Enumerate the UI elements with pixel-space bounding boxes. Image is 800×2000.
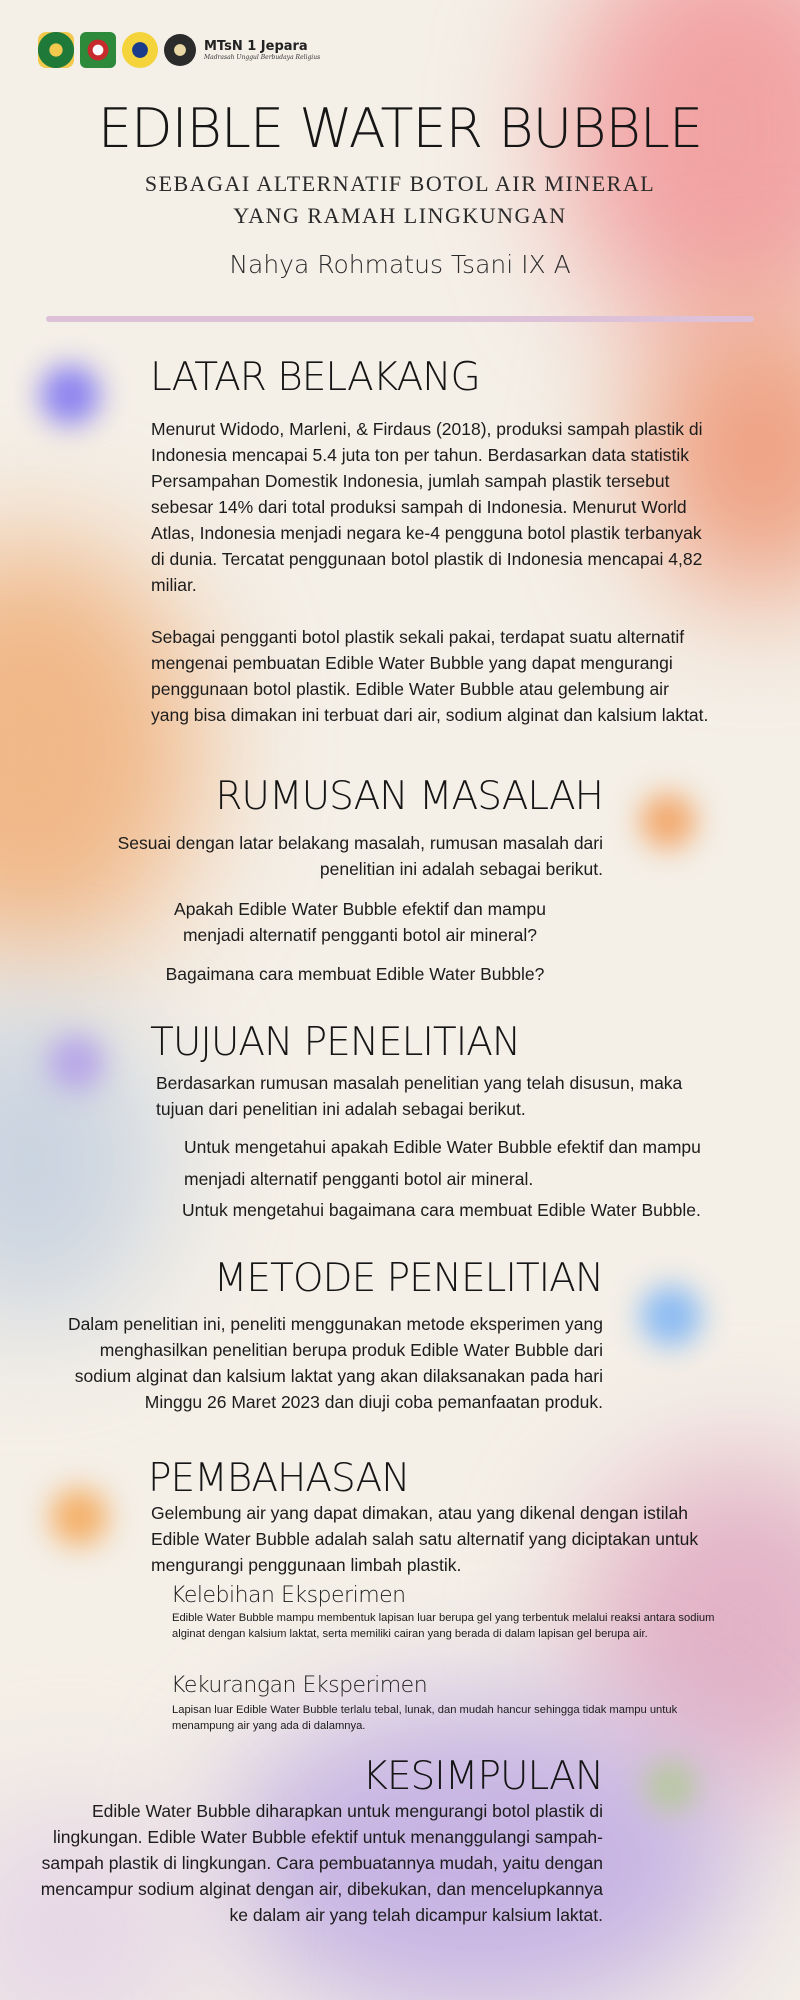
author-name: Nahya Rohmatus Tsani IX A [229,250,571,279]
poster-subtitle [100,168,700,232]
school-logo [164,34,196,66]
header-divider [46,316,754,322]
regency-logo [80,32,116,68]
poster-title: EDIBLE WATER BUBBLE [97,97,703,160]
kelebihan-text: Edible Water Bubble mampu membentuk lapisan luar berupa gel yang terbentuk melalui reaksi antara sodium alginat dengan kalsium laktat, serta memiliki cairan yang berada di dalam lapisan gel berupa air. [172,1612,715,1640]
kekurangan-heading: Kekurangan Eksperimen [171,1673,428,1698]
latar-belakang-paragraph1: Menurut Widodo, Marleni, & Firdaus (2018), produksi sampah plastik di Indonesia mencapai 5.4 juta ton per tahun. Berdasarkan data statistik Persampahan Domestik Indonesia, jumlah sampah plastik tersebut sebesar 14% dari total produksi sampah di Indonesia. Menurut World Atlas, Indonesia menjadi negara ke-4 pengguna botol plastik terbanyak di dunia. Tercatat penggunaan botol plastik di Indonesia mencapai 4,82 miliar. [151,419,703,595]
kesimpulan-text: Edible Water Bubble diharapkan untuk mengurangi botol plastik di lingkungan. Edible Water Bubble efektif untuk menanggulangi sampah-sampah plastik di lingkungan. Cara pembuatannya mudah, yaitu dengan mencampur sodium alginat dengan air, dibekukan, dan mencelupkannya ke dalam air yang telah dicampur kalsium laktat. [40,1801,603,1925]
latar-belakang-heading: LATAR BELAKANG [150,355,480,400]
school-name: MTsN 1 Jepara [204,39,308,54]
header-logos [38,32,320,68]
latar-belakang-paragraph2: Sebagai pengganti botol plastik sekali pakai, terdapat suatu alternatif mengenai pembuatan Edible Water Bubble yang dapat mengurangi penggunaan botol plastik. Edible Water Bubble atau gelembung air yang bisa dimakan ini terbuat dari air, sodium alginat dan kalsium laktat. [151,627,709,725]
school-tagline: Madrasah Unggul Berbudaya Religius [204,54,321,61]
kelebihan-heading: Kelebihan Eksperimen [171,1583,406,1608]
rumusan-masalah-intro: Sesuai dengan latar belakang masalah, rumusan masalah dari penelitian ini adalah sebagai berikut. [117,833,603,879]
tujuan-penelitian-heading: TUJUAN PENELITIAN [150,1020,521,1065]
pembahasan-heading: PEMBAHASAN [148,1456,410,1501]
tujuan-penelitian-intro: Berdasarkan rumusan masalah penelitian yang telah disusun, maka tujuan dari penelitian ini adalah sebagai berikut. [156,1073,683,1119]
program-logo [122,32,158,68]
metode-penelitian-heading: METODE PENELITIAN [213,1256,603,1301]
tujuan-penelitian-goal2: Untuk mengetahui bagaimana cara membuat Edible Water Bubble. [182,1200,701,1220]
subtitle-line2: YANG RAMAH LINGKUNGAN [233,203,567,228]
kemenag-logo [38,32,74,68]
school-brand [204,39,320,61]
rumusan-masalah-heading: RUMUSAN MASALAH [215,774,603,819]
rumusan-masalah-question2: Bagaimana cara membuat Edible Water Bubble? [165,964,545,984]
rumusan-masalah-question1: Apakah Edible Water Bubble efektif dan mampu menjadi alternatif pengganti botol air mineral? [174,899,546,945]
pembahasan-text: Gelembung air yang dapat dimakan, atau yang dikenal dengan istilah Edible Water Bubble adalah salah satu alternatif yang diciptakan untuk mengurangi penggunaan limbah plastik. [151,1503,699,1575]
tujuan-penelitian-goal1: Untuk mengetahui apakah Edible Water Bubble efektif dan mampu menjadi alternatif pengganti botol air mineral. [184,1137,701,1189]
kekurangan-text: Lapisan luar Edible Water Bubble terlalu tebal, lunak, dan mudah hancur sehingga tidak mampu untuk menampung air yang ada di dalamnya. [172,1704,678,1732]
kesimpulan-heading: KESIMPULAN [362,1754,603,1799]
metode-penelitian-text: Dalam penelitian ini, peneliti menggunakan metode eksperimen yang menghasilkan penelitian berupa produk Edible Water Bubble dari sodium alginat dan kalsium laktat yang akan dilaksanakan pada hari Minggu 26 Maret 2023 dan diuji coba pemanfaatan produk. [67,1314,603,1412]
subtitle-line1: SEBAGAI ALTERNATIF BOTOL AIR MINERAL [144,171,656,196]
